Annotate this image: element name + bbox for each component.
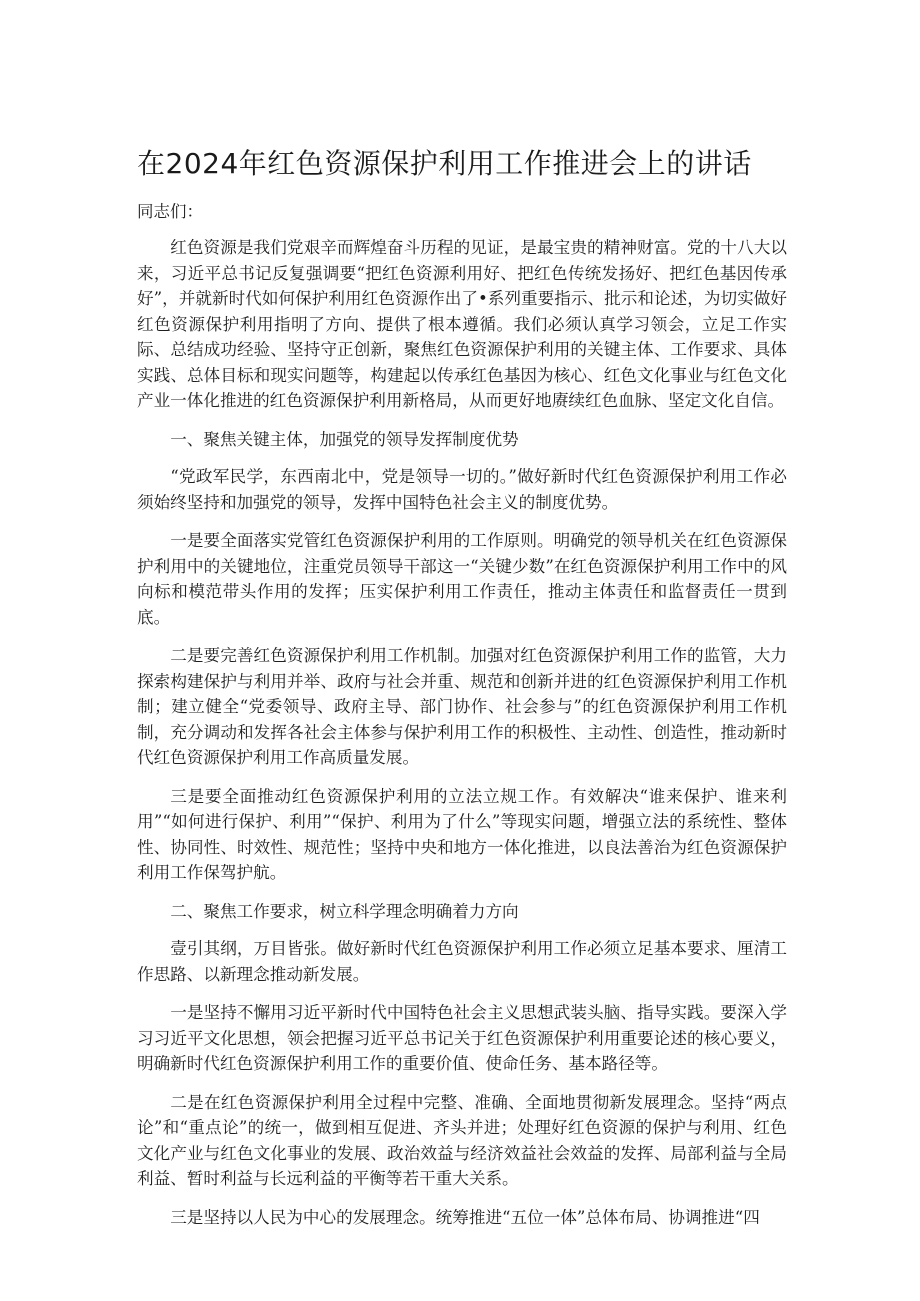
paragraph: 二是在红色资源保护利用全过程中完整、准确、全面地贯彻新发展理念。坚持“两点论”和“重点论”的统一，做到相互促进、齐头并进；处理好红色资源的保护与利用、红色文化产业与红色文化事业的发展、政治效益与经济效益社会效益的发挥、局部利益与全局利益、暂时利益与长远利益的平衡等若干重大关系。: [137, 1092, 787, 1188]
paragraph: 一是坚持不懈用习近平新时代中国特色社会主义思想武装头脑、指导实践。要深入学习习近平文化思想，领会把握习近平总书记关于红色资源保护利用重要论述的核心要义，明确新时代红色资源保护利用工作的重要价值、使命任务、基本路径等。: [137, 1003, 787, 1073]
page-title: 在2024年红色资源保护利用工作推进会上的讲话: [137, 147, 752, 180]
document-body: [137, 235, 787, 1243]
greeting: 同志们：: [137, 202, 203, 221]
paragraph: 二是要完善红色资源保护利用工作机制。加强对红色资源保护利用工作的监管，大力探索构建保护与利用并举、政府与社会并重、规范和创新并进的红色资源保护利用工作机制；建立健全“党委领导、政府主导、部门协作、社会参与”的红色资源保护利用工作机制，充分调动和发挥各社会主体参与保护利用工作的积极性、主动性、创造性，推动新时代红色资源保护利用工作高质量发展。: [137, 646, 787, 767]
paragraph: 壹引其纲，万目皆张。做好新时代红色资源保护利用工作必须立足基本要求、厘清工作思路、以新理念推动新发展。: [137, 939, 787, 984]
paragraph: 一是要全面落实党管红色资源保护利用的工作原则。明确党的领导机关在红色资源保护利用中的关键地位，注重党员领导干部这一“关键少数”在红色资源保护利用工作中的风向标和模范带头作用的发挥；压实保护利用工作责任，推动主体责任和监督责任一贯到底。: [137, 531, 787, 627]
paragraph: 三是坚持以人民为中心的发展理念。统筹推进“五位一体”总体布局、协调推进“四: [170, 1207, 760, 1227]
section-heading: 一、聚焦关键主体，加强党的领导发挥制度优势: [170, 429, 519, 449]
paragraph: 红色资源是我们党艰辛而辉煌奋斗历程的见证，是最宝贵的精神财富。党的十八大以来，习近平总书记反复强调要“把红色资源利用好、把红色传统发扬好、把红色基因传承好”，并就新时代如何保护利用红色资源作出了•系列重要指示、批示和论述，为切实做好红色资源保护利用指明了方向、提供了根本遵循。我们必须认真学习领会，立足工作实际、总结成功经验、坚持守正创新，聚焦红色资源保护利用的关键主体、工作要求、具体实践、总体目标和现实问题等，构建起以传承红色基因为核心、红色文化事业与红色文化产业一体化推进的红色资源保护利用新格局，从而更好地赓续红色血脉、坚定文化自信。: [137, 238, 787, 410]
paragraph: 三是要全面推动红色资源保护利用的立法立规工作。有效解决“谁来保护、谁来利用”“如何进行保护、利用”“保护、利用为了什么”等现实问题，增强立法的系统性、整体性、协同性、时效性、规范性；坚持中央和地方一体化推进，以良法善治为红色资源保护利用工作保驾护航。: [137, 786, 787, 882]
section-heading: 二、聚焦工作要求，树立科学理念明确着力方向: [170, 901, 519, 921]
paragraph: “党政军民学，东西南北中，党是领导一切的。”做好新时代红色资源保护利用工作必须始终坚持和加强党的领导，发挥中国特色社会主义的制度优势。: [137, 467, 787, 512]
